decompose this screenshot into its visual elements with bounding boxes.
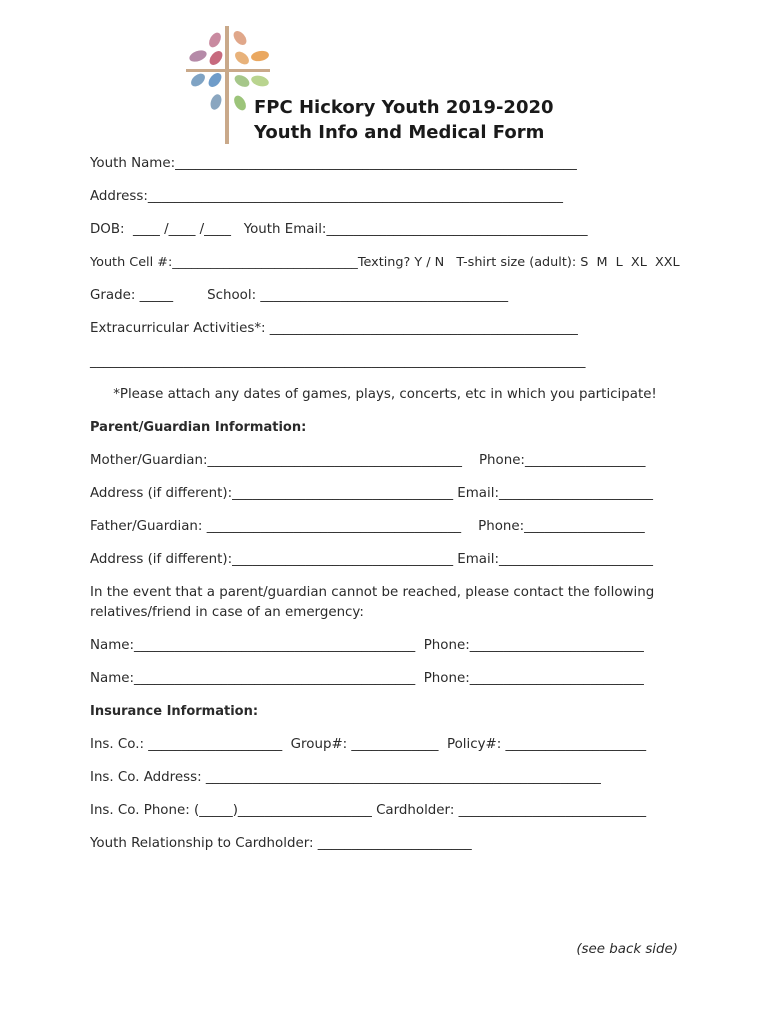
address-field[interactable]: Address:______________________________________________________________ <box>90 189 563 204</box>
grade-school-field[interactable]: Grade: _____ School: _____________________________________ <box>90 288 509 303</box>
insurance-address-field[interactable]: Ins. Co. Address: ___________________________________________________________ <box>90 770 601 785</box>
mother-address-field[interactable]: Address (if different):_________________________________ Email:_______________________ <box>90 486 653 501</box>
dob-email-field[interactable]: DOB: ____ /____ /____ Youth Email:_______________________________________ <box>90 222 588 237</box>
activities-continued-field[interactable]: __________________________________________________________________________ <box>90 354 586 369</box>
title-line-2: Youth Info and Medical Form <box>254 122 545 143</box>
attach-dates-note: *Please attach any dates of games, plays, concerts, etc in which you participate! <box>113 387 657 402</box>
title-line-1: FPC Hickory Youth 2019-2020 <box>254 97 554 118</box>
cell-tshirt-field[interactable]: Youth Cell #:_____________________________Texting? Y / N T-shirt size (adult): S M L XL XXL <box>90 255 680 270</box>
insurance-phone-field[interactable]: Ins. Co. Phone: (_____)____________________ Cardholder: ____________________________ <box>90 803 647 818</box>
cardholder-relationship-field[interactable]: Youth Relationship to Cardholder: _______________________ <box>90 836 472 851</box>
insurance-company-field[interactable]: Ins. Co.: ____________________ Group#: _____________ Policy#: _____________________ <box>90 737 647 752</box>
emergency-contact-1-field[interactable]: Name:__________________________________________ Phone:__________________________ <box>90 638 644 653</box>
activities-field[interactable]: Extracurricular Activities*: ______________________________________________ <box>90 321 578 336</box>
emergency-note: In the event that a parent/guardian cannot be reached, please contact the following relatives/friend in case of an emergency: <box>90 585 655 620</box>
form-title <box>254 95 554 145</box>
mother-guardian-field[interactable]: Mother/Guardian:______________________________________ Phone:__________________ <box>90 453 646 468</box>
father-guardian-field[interactable]: Father/Guardian: ______________________________________ Phone:__________________ <box>90 519 645 534</box>
youth-name-field[interactable]: Youth Name:____________________________________________________________ <box>90 156 577 171</box>
insurance-section-heading: Insurance Information: <box>90 704 259 719</box>
father-address-field[interactable]: Address (if different):_________________________________ Email:_______________________ <box>90 552 653 567</box>
see-back-side-note: (see back side) <box>576 942 678 957</box>
emergency-contact-2-field[interactable]: Name:__________________________________________ Phone:__________________________ <box>90 671 644 686</box>
parent-section-heading: Parent/Guardian Information: <box>90 420 307 435</box>
